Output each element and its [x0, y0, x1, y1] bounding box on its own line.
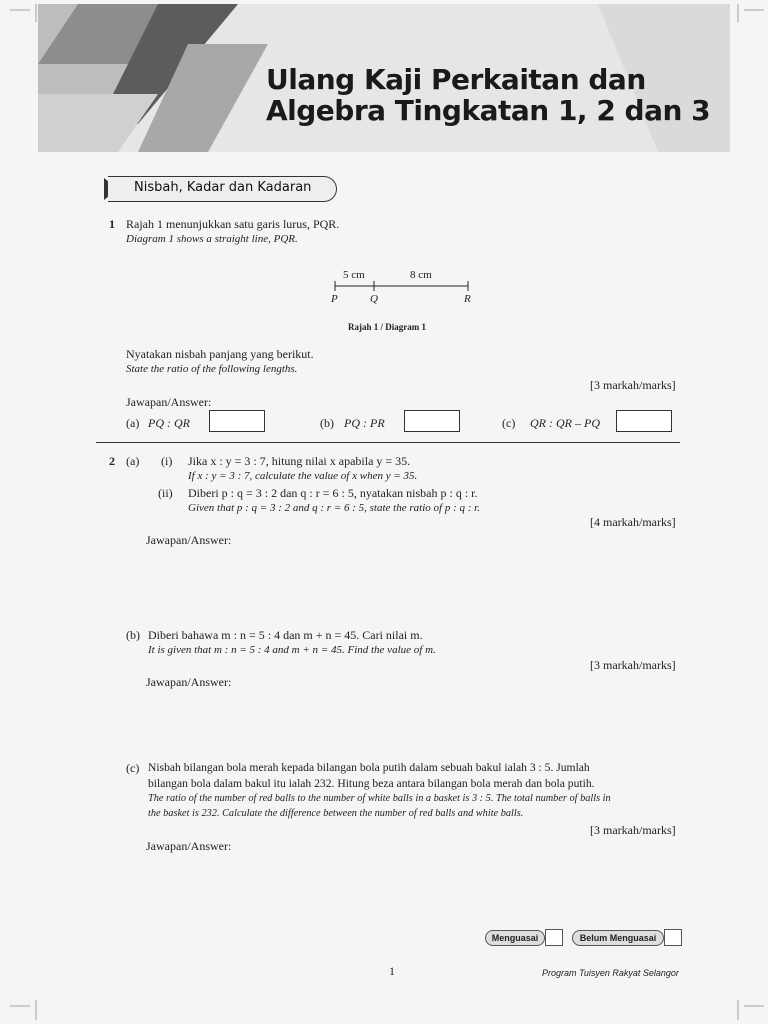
section-heading [108, 176, 337, 202]
q2c-marks: [3 markah/marks] [590, 823, 676, 837]
q2ai-text-en: If x : y = 3 : 7, calculate the value of x when y = 35. [188, 470, 418, 482]
q2a-answer-label: Jawapan/Answer: [146, 533, 232, 547]
q1b-answer-box[interactable] [404, 410, 460, 432]
chapter-banner [38, 4, 730, 152]
q2aii-text-en: Given that p : q = 3 : 2 and q : r = 6 : 5, state the ratio of p : q : r. [188, 502, 480, 514]
page-number: 1 [389, 964, 395, 978]
q1-text-en: Diagram 1 shows a straight line, PQR. [126, 233, 298, 245]
q2c-text-en-2: the basket is 232. Calculate the difference between the number of red balls and white balls. [148, 808, 524, 819]
q2b-marks: [3 markah/marks] [590, 658, 676, 672]
q1-instr-en: State the ratio of the following lengths. [126, 363, 298, 375]
q2ai-text-ms: Jika x : y = 3 : 7, hitung nilai x apabila y = 35. [188, 454, 411, 468]
q2c-label: (c) [126, 761, 140, 775]
q1-number: 1 [109, 217, 115, 231]
q2a-marks: [4 markah/marks] [590, 515, 676, 529]
point-r-label: R [464, 293, 471, 305]
diagram-caption: Rajah 1 / Diagram 1 [348, 322, 426, 332]
len-qr-label: 8 cm [410, 269, 432, 281]
point-p-label: P [331, 293, 338, 305]
q2c-answer-label: Jawapan/Answer: [146, 839, 232, 853]
q1b-label: (b) [320, 416, 334, 430]
q2b-answer-label: Jawapan/Answer: [146, 675, 232, 689]
q1-instr-ms: Nyatakan nisbah panjang yang berikut. [126, 347, 314, 361]
q1c-answer-box[interactable] [616, 410, 672, 432]
q1-marks: [3 markah/marks] [590, 378, 676, 392]
mastered-label: Menguasai [485, 930, 545, 946]
q2b-text-en: It is given that m : n = 5 : 4 and m + n = 45. Find the value of m. [148, 644, 436, 656]
q2b-label: (b) [126, 628, 140, 642]
question-divider [96, 442, 680, 443]
q1b-expr: PQ : PR [344, 416, 385, 430]
point-q-label: Q [370, 293, 378, 305]
q1-answer-label: Jawapan/Answer: [126, 395, 212, 409]
q2-number: 2 [109, 454, 115, 468]
q2c-text-ms-2: bilangan bola dalam bakul itu ialah 232. Hitung beza antara bilangan bola merah dan bola putih. [148, 777, 595, 790]
q1-text-ms: Rajah 1 menunjukkan satu garis lurus, PQR. [126, 217, 340, 231]
q2a-label: (a) [126, 454, 140, 468]
q1c-label: (c) [502, 416, 516, 430]
page-title: Ulang Kaji Perkaitan dan Algebra Tingkatan 1, 2 dan 3 [266, 63, 711, 127]
q1c-expr: QR : QR – PQ [530, 416, 600, 430]
q2aii-text-ms: Diberi p : q = 3 : 2 dan q : r = 6 : 5, nyatakan nisbah p : q : r. [188, 486, 478, 500]
q2c-text-ms-1: Nisbah bilangan bola merah kepada bilangan bola putih dalam sebuah bakul ialah 3 : 5. Jumlah [148, 761, 590, 774]
program-name: Program Tuisyen Rakyat Selangor [542, 968, 679, 978]
len-pq-label: 5 cm [343, 269, 365, 281]
q1a-label: (a) [126, 416, 140, 430]
section-title: Nisbah, Kadar dan Kadaran [134, 180, 312, 195]
mastered-checkbox[interactable] [545, 929, 563, 946]
q2aii-label: (ii) [158, 486, 173, 500]
q2ai-label: (i) [161, 454, 173, 468]
q2b-text-ms: Diberi bahawa m : n = 5 : 4 dan m + n = 45. Cari nilai m. [148, 628, 423, 642]
not-mastered-checkbox[interactable] [664, 929, 682, 946]
q1a-answer-box[interactable] [209, 410, 265, 432]
q1a-expr: PQ : QR [148, 416, 190, 430]
q2c-text-en-1: The ratio of the number of red balls to the number of white balls in a basket is 3 : 5. The total number of balls in [148, 793, 611, 804]
not-mastered-label: Belum Menguasai [572, 930, 664, 946]
